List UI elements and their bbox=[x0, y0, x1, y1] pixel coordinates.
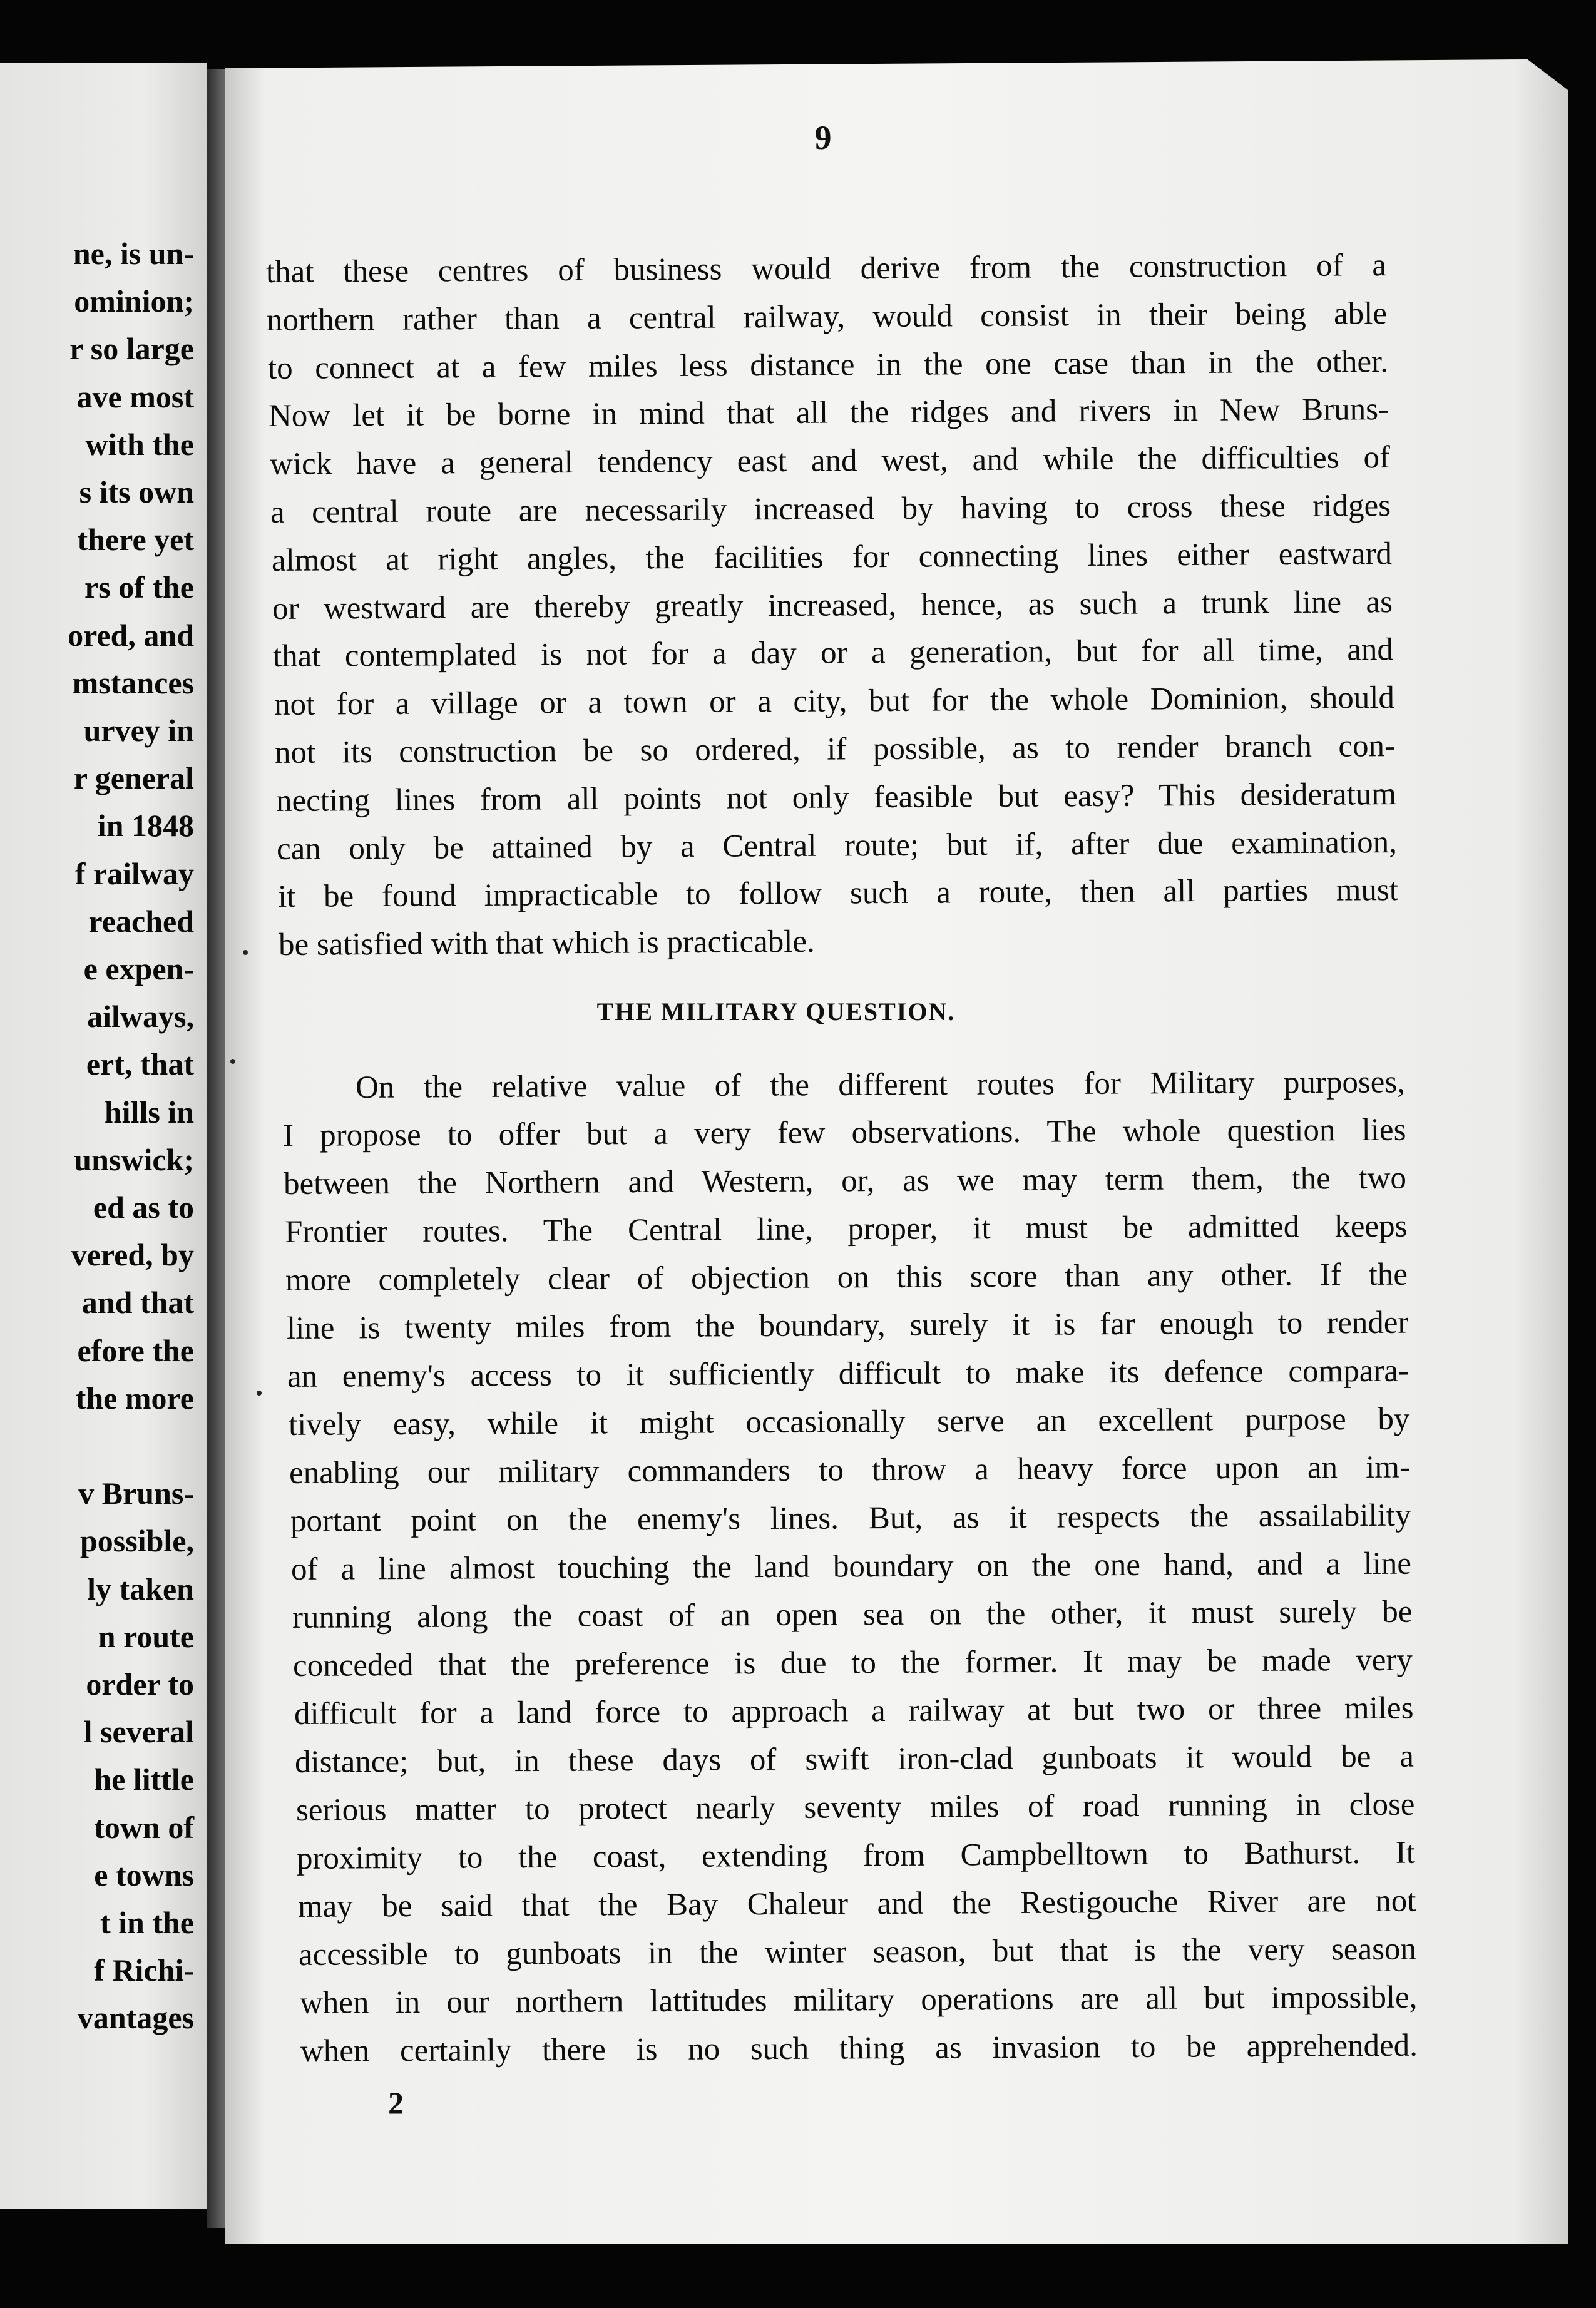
text-line: of a line almost touching the land boundary on the one hand, and a line bbox=[290, 1546, 1412, 1587]
previous-page-line: f Richi- bbox=[94, 1953, 194, 1988]
previous-page-line: l several bbox=[83, 1714, 194, 1750]
text-line: an enemy's access to it sufficiently difficult to make its defence compara- bbox=[287, 1353, 1409, 1394]
previous-page-line: v Bruns- bbox=[78, 1476, 194, 1511]
text-line: accessible to gunboats in the winter season, but that is the very season bbox=[298, 1931, 1417, 1973]
previous-page-line: vered, by bbox=[71, 1237, 194, 1273]
speck-mark bbox=[257, 1391, 262, 1396]
speck-mark bbox=[243, 950, 248, 955]
previous-page-line: with the bbox=[85, 426, 194, 462]
text-line: proximity to the coast, extending from Campbelltown to Bathurst. It bbox=[296, 1835, 1416, 1876]
previous-page-line: r so large bbox=[69, 331, 194, 367]
previous-page-line: r general bbox=[73, 760, 194, 796]
previous-page-line: ert, that bbox=[86, 1046, 194, 1082]
previous-page-line: ailways, bbox=[87, 999, 194, 1034]
text-line: line is twenty miles from the boundary, surely it is far enough to render bbox=[286, 1305, 1409, 1346]
previous-page-line: rs of the bbox=[84, 569, 194, 605]
previous-page-line: the more bbox=[75, 1380, 194, 1416]
previous-page-line: there yet bbox=[77, 522, 194, 558]
previous-page-line: vantages bbox=[77, 2000, 194, 2036]
previous-page-line: possible, bbox=[79, 1523, 194, 1559]
text-line: that contemplated is not for a day or a generation, but for all time, and bbox=[273, 632, 1394, 675]
text-line: conceded that the preference is due to the former. It may be made very bbox=[292, 1642, 1413, 1683]
text-line: be satisfied with that which is practicable. bbox=[278, 924, 815, 963]
text-line: serious matter to protect nearly seventy miles of road running in close bbox=[295, 1787, 1415, 1828]
text-line: Frontier routes. The Central line, proper, it must be admitted keeps bbox=[284, 1208, 1408, 1250]
text-line: On the relative value of the different routes for Military purposes, bbox=[355, 1065, 1406, 1105]
previous-page-line: he little bbox=[94, 1762, 194, 1797]
previous-page-line: ed as to bbox=[93, 1190, 194, 1225]
page-number: 9 bbox=[814, 119, 832, 156]
previous-page-line: f railway bbox=[74, 855, 194, 891]
text-line: or westward are thereby greatly increased, hence, as such a trunk line as bbox=[272, 584, 1393, 626]
previous-page-line: t in the bbox=[100, 1905, 194, 1940]
previous-page-line: hills in bbox=[104, 1094, 194, 1130]
text-line: tively easy, while it might occasionally serve an excellent purpose by bbox=[288, 1401, 1410, 1442]
signature-mark: 2 bbox=[388, 2085, 404, 2120]
previous-page-line: n route bbox=[98, 1618, 194, 1654]
previous-page-line: in 1848 bbox=[97, 808, 194, 844]
text-line: between the Northern and Western, or, as we may term them, the two bbox=[283, 1160, 1407, 1202]
text-line: a central route are necessarily increased by having to cross these ridges bbox=[270, 488, 1391, 530]
previous-page-line: e towns bbox=[94, 1857, 194, 1892]
text-line: difficult for a land force to approach a railway at but two or three miles bbox=[294, 1690, 1414, 1732]
speck-mark bbox=[230, 1059, 235, 1064]
text-line: that these centres of business would derive from the construction of a bbox=[265, 248, 1387, 290]
text-line: may be said that the Bay Chaleur and the Restigouche River are not bbox=[297, 1883, 1416, 1924]
previous-page-line: s its own bbox=[79, 474, 194, 509]
text-line: distance; but, in these days of swift iron-clad gunboats it would be a bbox=[294, 1739, 1414, 1780]
text-line: running along the coast of an open sea on the other, it must surely be bbox=[292, 1594, 1413, 1635]
text-line: not for a village or a town or a city, but for the whole Dominion, should bbox=[274, 680, 1394, 723]
text-line: Now let it be borne in mind that all the ridges and rivers in New Bruns- bbox=[269, 392, 1389, 434]
text-line: northern rather than a central railway, would consist in their being able bbox=[267, 295, 1388, 338]
previous-page-line: mstances bbox=[72, 665, 194, 700]
text-line: necting lines from all points not only feasible but easy? This desideratum bbox=[275, 776, 1396, 819]
previous-page-line: ly taken bbox=[87, 1571, 194, 1606]
text-line: almost at right angles, the facilities for connecting lines either eastward bbox=[271, 536, 1392, 578]
previous-page-line: town of bbox=[94, 1809, 194, 1845]
text-line: it be found impracticable to follow such a route, then all parties must bbox=[277, 872, 1398, 915]
text-line: not its construction be so ordered, if possible, as to render branch con- bbox=[275, 728, 1396, 770]
text-line: portant point on the enemy's lines. But, as it respects the assailability bbox=[290, 1498, 1411, 1539]
section-heading: THE MILITARY QUESTION. bbox=[596, 998, 956, 1026]
text-line: enabling our military commanders to throw a heavy force upon an im- bbox=[289, 1449, 1411, 1491]
previous-page-line: reached bbox=[88, 903, 194, 939]
text-line: when certainly there is no such thing as invasion to be apprehended. bbox=[300, 2028, 1418, 2069]
previous-page-line: ne, is un- bbox=[73, 236, 194, 271]
text-line: can only be attained by a Central route; but if, after due examination, bbox=[276, 824, 1398, 867]
text-line: to connect at a few miles less distance in the one case than in the other. bbox=[267, 344, 1388, 386]
text-line: wick have a general tendency east and west, and while the difficulties of bbox=[269, 440, 1390, 483]
previous-page-line: ave most bbox=[76, 379, 194, 414]
previous-page-line: ominion; bbox=[74, 283, 194, 319]
previous-page-line: and that bbox=[81, 1285, 194, 1320]
previous-page-line: urvey in bbox=[83, 713, 194, 748]
previous-page-line: order to bbox=[86, 1667, 194, 1702]
text-line: more completely clear of objection on this score than any other. If the bbox=[285, 1257, 1408, 1298]
text-line: I propose to offer but a very few observations. The whole question lies bbox=[282, 1112, 1406, 1153]
text-line: when in our northern lattitudes military operations are all but impossible, bbox=[299, 1979, 1418, 2021]
previous-page-line: efore the bbox=[77, 1332, 194, 1368]
previous-page-line: ored, and bbox=[68, 617, 194, 653]
previous-page-line: e expen- bbox=[83, 951, 194, 986]
previous-page-line: unswick; bbox=[74, 1141, 194, 1177]
previous-page-edge bbox=[0, 63, 207, 2209]
